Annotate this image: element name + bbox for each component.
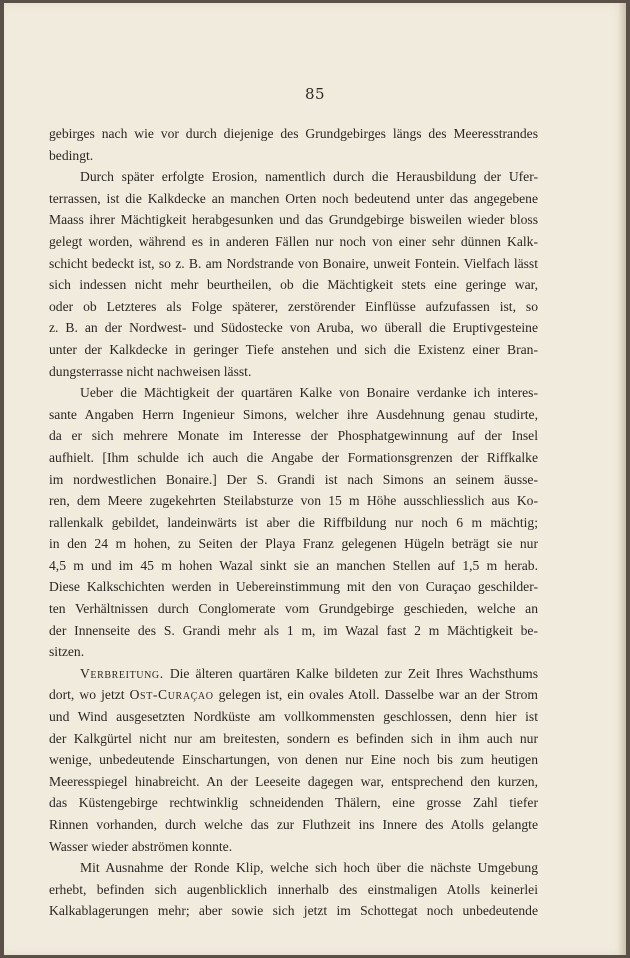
text-line: Durch später erfolgte Erosion, namentlich durch die Herausbildung der Ufer- xyxy=(80,169,538,185)
text-line: im nordwestlichen Bonaire.] Der S. Grandi ist nach Simons an seinem äusse- xyxy=(49,471,538,487)
text-line: ten Verhältnissen durch Conglomerate vom Grundgebirge geschieden, welche an xyxy=(49,601,538,617)
text-line: 4,5 m und im 45 m hohen Wazal sinkt sie an manchen Stellen auf 1,5 m herab. xyxy=(49,557,538,573)
text-line: Maass ihrer Mächtigkeit herabgesunken und das Grundgebirge bisweilen wieder bloss xyxy=(49,212,538,228)
text-line: der Kalkgürtel nicht nur am breitesten, sondern es befinden sich in ihm auch nur xyxy=(49,730,538,746)
text-line: aufhielt. [Ihm schulde ich auch die Angabe der Formationsgrenzen der Riffkalke xyxy=(49,449,538,465)
text-line: erhebt, befinden sich augenblicklich innerhalb des einstmaligen Atolls keinerlei xyxy=(49,881,538,897)
text-line: bedingt. xyxy=(49,147,94,163)
place-name: Ost-Curaçao xyxy=(129,687,214,703)
text-run: Die älteren quartären Kalke bildeten zur Zeit Ihres Wachsthums xyxy=(163,665,538,681)
text-line: sich indessen nicht mehr beurtheilen, ob die Mächtigkeit stets eine geringe war, xyxy=(49,277,538,293)
text-line: gebirges nach wie vor durch diejenige des Grundgebirges längs des Meeresstrandes xyxy=(49,126,538,141)
text-line: z. B. an der Nordwest- und Südostecke von Aruba, wo überall die Eruptivgesteine xyxy=(49,320,538,336)
text-line: rallenkalk gebildet, landeinwärts ist aber die Riffbildung nur noch 6 m mächtig; xyxy=(49,514,538,530)
text-line: Rinnen vorhanden, durch welche das zur Fluthzeit ins Innere des Atolls gelangte xyxy=(49,817,538,832)
text-line: Mit Ausnahme der Ronde Klip, welche sich hoch über die nächste Umgebung xyxy=(80,860,538,876)
text-line: das Küstengebirge rechtwinklig schneidenden Thälern, eine grosse Zahl tiefer xyxy=(49,795,538,811)
text-line xyxy=(49,663,538,685)
text-line: Meeresspiegel hinabreicht. An der Leeseite dagegen war, entsprechend den kurzen, xyxy=(49,773,538,789)
text-line: terrassen, ist die Kalkdecke an manchen Orten noch bedeutend unter das angegebene xyxy=(49,190,538,206)
text-line: gelegt worden, während es in anderen Fällen nur noch von einer sehr dünnen Kalk- xyxy=(49,233,538,249)
page-edge-shadow xyxy=(618,3,626,955)
text-line: ren, dem Meere zugekehrten Steilabsturze von 15 m Höhe ausschliesslich aus Ko- xyxy=(49,493,538,509)
text-line: Wasser wieder abströmen konnte. xyxy=(49,838,233,854)
text-line: und Wind ausgesetzten Nordküste am vollkommensten geschlossen, denn hier ist xyxy=(49,709,538,725)
page-number: 85 xyxy=(304,85,326,103)
text-run: gelegen ist, ein ovales Atoll. Dasselbe war an der Strom xyxy=(213,687,538,703)
text-line: oder ob Letzteres als Folge späterer, zerstörender Einflüsse aufzufassen ist, so xyxy=(49,298,538,314)
text-line: der Innenseite des S. Grandi mehr als 1 m, im Wazal fast 2 m Mächtigkeit be- xyxy=(49,622,538,638)
text-line: Kalkablagerungen mehr; aber sowie sich jetzt im Schottegat noch unbedeutende xyxy=(49,903,538,919)
text-line xyxy=(49,684,538,706)
text-line: dungsterrasse nicht nachweisen lässt. xyxy=(49,363,252,379)
text-line: schicht bedeckt ist, so z. B. am Nordstrande von Bonaire, unweit Fontein. Vielfach lässt xyxy=(49,255,538,271)
text-line: da er sich mehrere Monate im Interesse der Phosphatgewinnung auf der Insel xyxy=(49,428,538,444)
text-line: sitzen. xyxy=(49,644,85,660)
text-line: unter der Kalkdecke in geringer Tiefe anstehen und sich die Existenz einer Bran- xyxy=(49,341,538,357)
text-run: dort, wo jetzt xyxy=(49,687,130,703)
text-line: sante Angaben Herrn Ingenieur Simons, welcher ihre Ausdehnung genau studirte, xyxy=(49,406,538,422)
text-line: wenige, unbedeutende Einschartungen, von denen nur Eine noch bis zum heutigen xyxy=(49,752,538,768)
text-line: Diese Kalkschichten werden in Uebereinstimmung mit den von Curaçao geschilder- xyxy=(49,579,538,595)
text-line: in den 24 m hohen, zu Seiten der Playa Franz gelegenen Hügeln beträgt sie nur xyxy=(49,536,538,552)
body-text xyxy=(49,123,538,922)
book-page xyxy=(4,3,626,955)
text-line: Ueber die Mächtigkeit der quartären Kalke von Bonaire verdanke ich interes- xyxy=(80,385,538,401)
section-heading: Verbreitung. xyxy=(80,665,164,681)
